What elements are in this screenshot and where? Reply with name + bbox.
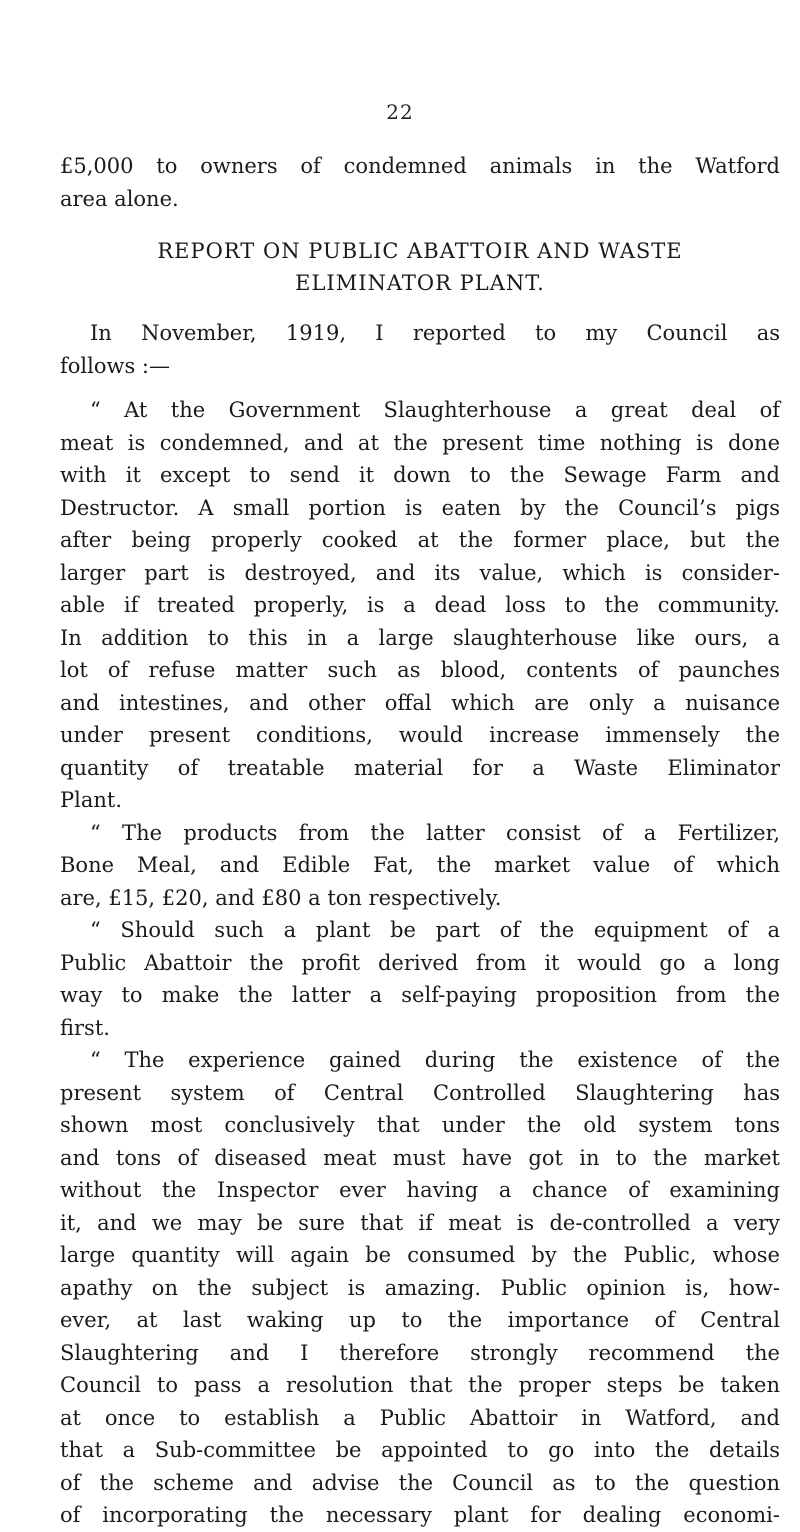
text-line: apathy on the subject is amazing. Public opinion is, how- <box>60 1275 780 1300</box>
text-line: In November, 1919, I reported to my Council as <box>90 321 780 345</box>
page-number: 22 <box>386 100 414 124</box>
text-line: £5,000 to owners of condemned animals in the Watford <box>60 154 780 178</box>
text-line: Public Abattoir the profit derived from it would go a long <box>60 950 780 975</box>
text-line: quantity of treatable material for a Waste Eliminator <box>60 755 780 780</box>
text-line: of the scheme and advise the Council as to the question <box>60 1470 780 1495</box>
text-line: that a Sub-committee be appointed to go into the details <box>60 1438 780 1462</box>
heading-line: ELIMINATOR PLANT. <box>295 271 545 295</box>
text-line: with it except to send it down to the Sewage Farm and <box>60 463 780 487</box>
text-line: and intestines, and other offal which are only a nuisance <box>60 690 780 715</box>
heading-line: REPORT ON PUBLIC ABATTOIR AND WASTE <box>157 239 683 263</box>
text-line: Destructor. A small portion is eaten by the Council’s pigs <box>60 495 780 520</box>
text-line: are, £15, £20, and £80 a ton respectively. <box>60 885 502 910</box>
section-heading <box>60 235 780 299</box>
page-body <box>60 90 780 1532</box>
text-line: after being properly cooked at the former place, but the <box>60 528 780 552</box>
text-line: it, and we may be sure that if meat is de-controlled a very <box>60 1210 780 1235</box>
text-line: first. <box>60 1015 110 1040</box>
text-line: meat is condemned, and at the present time nothing is done <box>60 430 780 455</box>
text-line: way to make the latter a self-paying proposition from the <box>60 983 780 1007</box>
quote-paragraph-4 <box>60 1044 780 1532</box>
november-paragraph <box>60 317 780 382</box>
quote-paragraph-2 <box>60 817 780 915</box>
text-line: able if treated properly, is a dead loss to the community. <box>60 593 780 617</box>
text-line: “ The experience gained during the existence of the <box>90 1048 780 1072</box>
text-line: ever, at last waking up to the importance of Central <box>60 1308 780 1332</box>
text-line: without the Inspector ever having a chance of examining <box>60 1178 780 1202</box>
text-line: area alone. <box>60 186 179 211</box>
text-line: Slaughtering and I therefore strongly recommend the <box>60 1340 780 1365</box>
text-line: “ The products from the latter consist of a Fertilizer, <box>90 820 780 845</box>
text-line: present system of Central Controlled Slaughtering has <box>60 1080 780 1105</box>
text-line: In addition to this in a large slaughterhouse like ours, a <box>60 625 780 650</box>
text-line: Council to pass a resolution that the proper steps be taken <box>60 1373 780 1397</box>
text-line: lot of refuse matter such as blood, contents of paunches <box>60 658 780 682</box>
intro-paragraph <box>60 150 780 215</box>
text-line: at once to establish a Public Abattoir in Watford, and <box>60 1405 780 1430</box>
text-line: shown most conclusively that under the old system tons <box>60 1113 780 1137</box>
text-line: “ At the Government Slaughterhouse a great deal of <box>90 398 780 422</box>
text-line: Bone Meal, and Edible Fat, the market value of which <box>60 853 780 877</box>
text-line: Plant. <box>60 788 123 812</box>
text-line: “ Should such a plant be part of the equipment of a <box>90 918 780 942</box>
text-line: and tons of diseased meat must have got in to the market <box>60 1145 780 1170</box>
text-line: larger part is destroyed, and its value, which is consider- <box>60 560 780 585</box>
text-line: large quantity will again be consumed by the Public, whose <box>60 1243 780 1267</box>
quote-paragraph-3 <box>60 914 780 1044</box>
text-line: of incorporating the necessary plant for dealing economi- <box>60 1503 780 1527</box>
quote-paragraph-1 <box>60 394 780 817</box>
text-line: follows :— <box>60 353 170 378</box>
text-line: under present conditions, would increase immensely the <box>60 723 780 747</box>
